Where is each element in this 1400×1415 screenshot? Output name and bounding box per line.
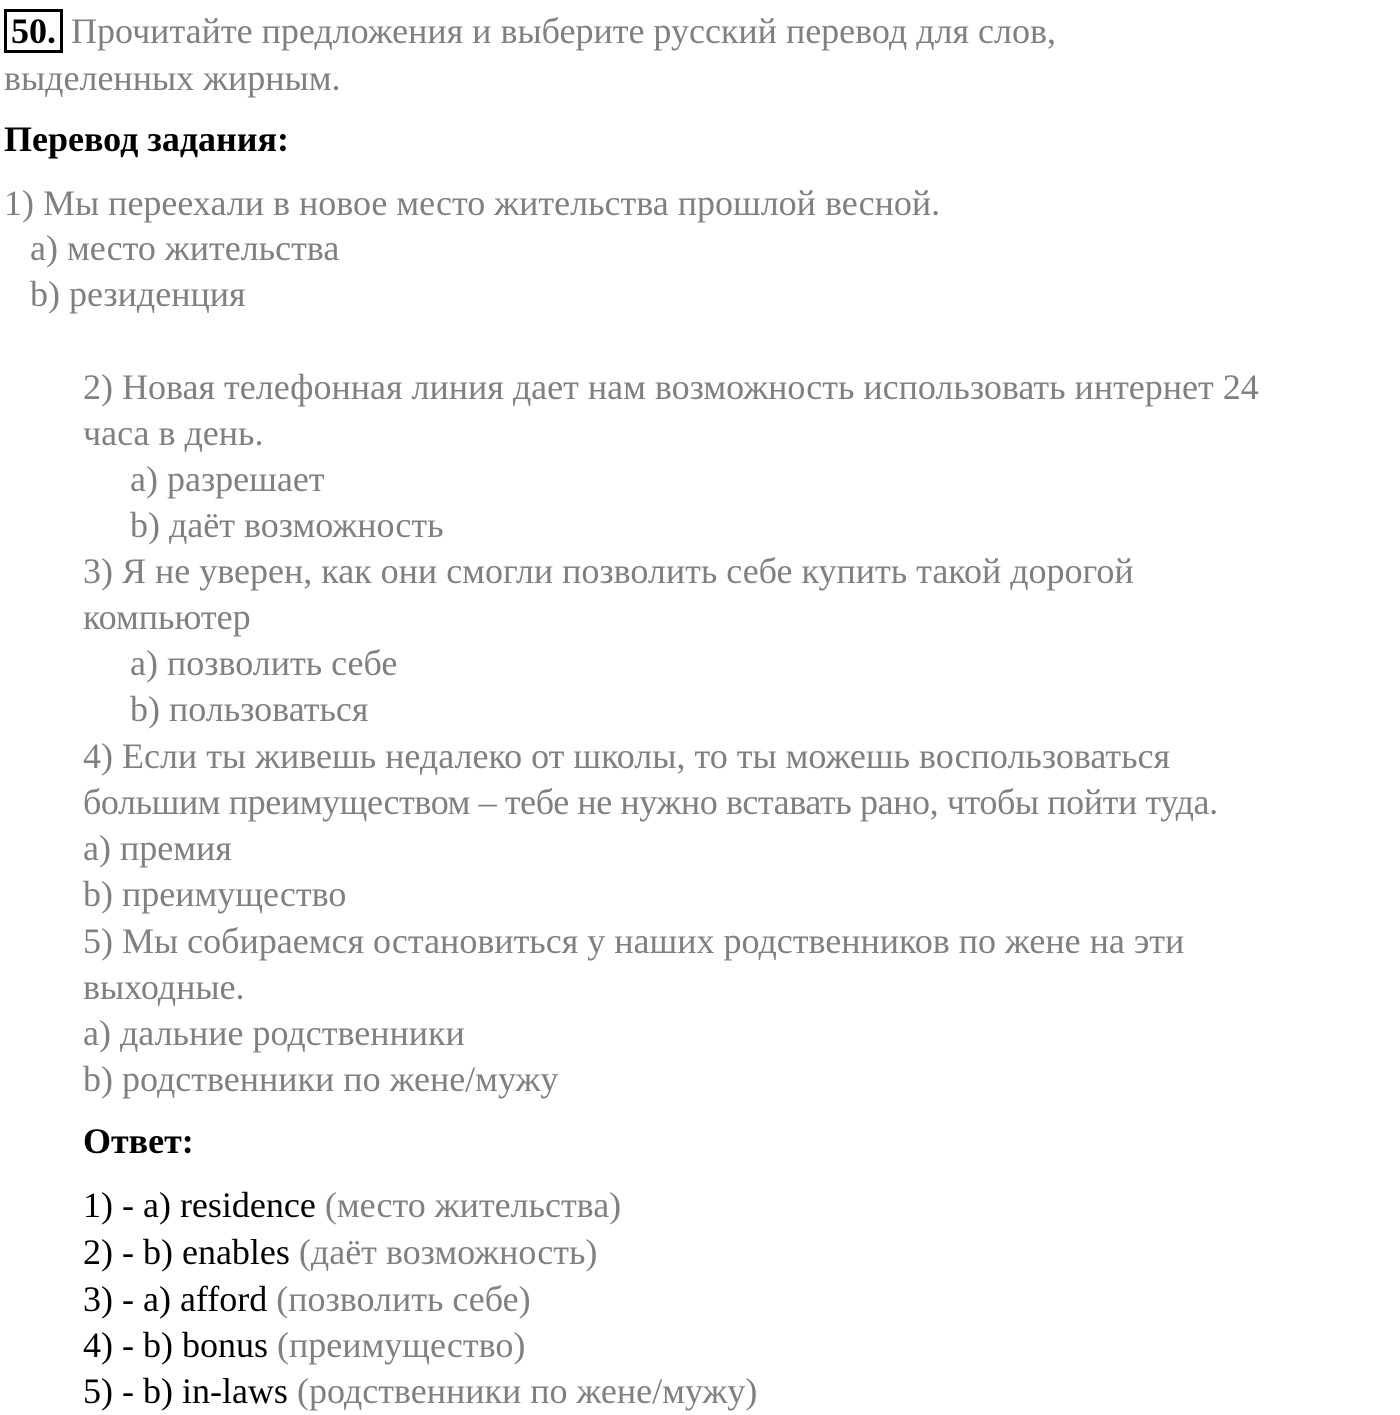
item-1-sentence: 1) Мы переехали в новое место жительства прошлой весной.: [4, 183, 941, 223]
item-4-option-b: b) преимущество: [83, 874, 347, 914]
answer-3: [83, 1276, 531, 1322]
answer-2-gloss: (даёт возможность): [289, 1232, 598, 1272]
item-1-option-b: b) резиденция: [30, 274, 246, 314]
item-3-sentence-line-2: компьютер: [83, 597, 251, 637]
answer-4-gloss: (преимущество): [267, 1325, 526, 1365]
answer-2: [83, 1229, 597, 1275]
item-3-sentence-line-1: 3) Я не уверен, как они смогли позволить себе купить такой дорогой: [83, 551, 1134, 591]
item-5-option-a: a) дальние родственники: [83, 1013, 465, 1053]
item-2-sentence-line-1: 2) Новая телефонная линия дает нам возможность использовать интернет 24: [83, 367, 1259, 407]
answer-4: [83, 1322, 525, 1368]
task-number: 50.: [4, 9, 63, 53]
answer-2-key: 2) - b) enables: [83, 1232, 290, 1272]
item-1-option-a: a) место жительства: [30, 228, 340, 268]
item-2-sentence-line-2: часа в день.: [83, 413, 264, 453]
answer-5-key: 5) - b) in-laws: [83, 1371, 288, 1411]
answer-5: [83, 1368, 757, 1414]
answer-1-gloss: (место жительства): [315, 1185, 622, 1225]
item-5-sentence-line-2: выходные.: [83, 967, 245, 1007]
answer-heading: Ответ:: [83, 1121, 194, 1161]
answer-3-key: 3) - a) afford: [83, 1279, 268, 1319]
answer-1-key: 1) - a) residence: [83, 1185, 316, 1225]
answer-1: [83, 1182, 621, 1228]
instruction-line-1: Прочитайте предложения и выберите русский перевод для слов,: [71, 11, 1056, 51]
item-2-option-b: b) даёт возможность: [130, 505, 444, 545]
item-3-option-a: a) позволить себе: [130, 643, 398, 683]
item-5-sentence-line-1: 5) Мы собираемся остановиться у наших родственников по жене на эти: [83, 921, 1185, 961]
answer-3-gloss: (позволить себе): [267, 1279, 531, 1319]
task-instruction: [4, 8, 1056, 54]
translation-heading: Перевод задания:: [4, 119, 289, 159]
item-4-option-a: a) премия: [83, 828, 232, 868]
item-2-option-a: a) разрешает: [130, 459, 325, 499]
item-4-sentence-line-1: 4) Если ты живешь недалеко от школы, то ты можешь воспользоваться: [83, 736, 1171, 776]
answer-4-key: 4) - b) bonus: [83, 1325, 268, 1365]
instruction-line-2: выделенных жирным.: [4, 58, 341, 98]
answer-5-gloss: (родственники по жене/мужу): [287, 1371, 758, 1411]
item-5-option-b: b) родственники по жене/мужу: [83, 1059, 559, 1099]
item-4-sentence-line-2: большим преимуществом – тебе не нужно вставать рано, чтобы пойти туда.: [83, 782, 1218, 822]
item-3-option-b: b) пользоваться: [130, 689, 369, 729]
